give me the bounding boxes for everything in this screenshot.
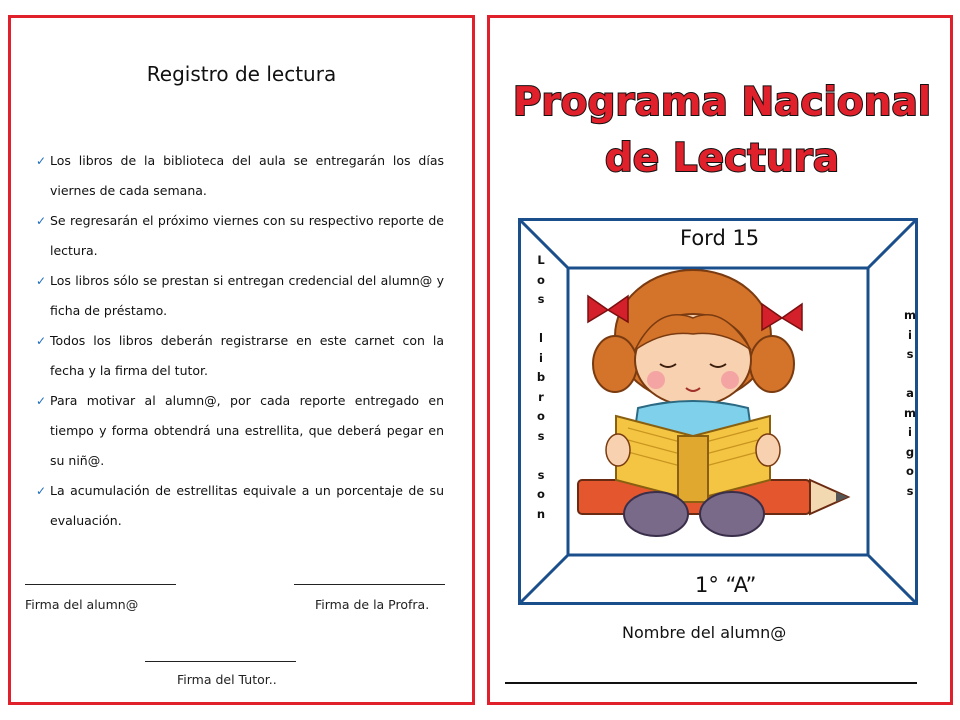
- vertical-letter: s: [537, 292, 545, 306]
- vertical-letter: n: [536, 506, 546, 521]
- rule-item: [36, 146, 444, 206]
- program-title-line1: Programa Nacional: [512, 80, 932, 125]
- rule-item: [36, 386, 444, 476]
- vertical-letter: s: [537, 467, 545, 482]
- rule-text: Se regresarán el próximo viernes con su respectivo reporte de lectura.: [50, 213, 444, 258]
- vertical-letter: b: [536, 370, 546, 384]
- school-name: Ford 15: [680, 226, 760, 250]
- vertical-phrase-left: [534, 251, 548, 524]
- tutor-signature-line: [145, 661, 296, 662]
- vertical-letter: o: [537, 272, 545, 287]
- rule-item: [36, 326, 444, 386]
- vertical-letter: [534, 446, 548, 466]
- rule-item: [36, 206, 444, 266]
- left-panel: [8, 15, 475, 705]
- grade-label: 1° “A”: [695, 573, 757, 597]
- vertical-letter: o: [537, 487, 545, 501]
- rule-text: Para motivar al alumn@, por cada reporte entregado en tiempo y forma obtendrá una estrellita, que deberá pegar en su niñ@.: [50, 393, 444, 468]
- tutor-signature-label: Firma del Tutor..: [177, 672, 277, 687]
- vertical-letter: [534, 310, 548, 330]
- vertical-letter: o: [537, 409, 545, 423]
- student-signature-line: [25, 584, 176, 585]
- vertical-letter: a: [906, 386, 914, 400]
- check-icon: ✓: [36, 334, 47, 348]
- rule-item: [36, 476, 444, 536]
- rules-list: [36, 146, 444, 536]
- vertical-letter: o: [906, 464, 914, 478]
- student-name-line: [505, 682, 917, 684]
- vertical-letter: s: [906, 483, 914, 498]
- check-icon: ✓: [36, 394, 47, 408]
- vertical-phrase-right: [903, 306, 917, 501]
- rule-text: Los libros de la biblioteca del aula se entregarán los días viernes de cada semana.: [50, 153, 444, 198]
- rule-item: [36, 266, 444, 326]
- vertical-letter: g: [905, 444, 915, 459]
- student-name-label: Nombre del alumn@: [622, 623, 787, 642]
- picture-frame: [518, 218, 918, 605]
- program-title: [490, 73, 950, 193]
- check-icon: ✓: [36, 274, 47, 288]
- vertical-letter: s: [537, 428, 545, 443]
- vertical-letter: m: [904, 405, 916, 420]
- vertical-letter: r: [538, 389, 544, 404]
- teacher-signature-label: Firma de la Profra.: [315, 597, 430, 612]
- vertical-letter: L: [537, 253, 545, 267]
- rule-text: Todos los libros deberán registrarse en este carnet con la fecha y la firma del tutor.: [50, 333, 444, 378]
- rule-text: La acumulación de estrellitas equivale a un porcentaje de su evaluación.: [50, 483, 444, 528]
- right-panel: [487, 15, 953, 705]
- check-icon: ✓: [36, 154, 47, 168]
- vertical-letter: l: [539, 331, 543, 345]
- vertical-letter: [903, 365, 917, 385]
- rule-text: Los libros sólo se prestan si entregan credencial del alumn@ y ficha de préstamo.: [50, 273, 444, 318]
- reading-log-title: Registro de lectura: [146, 62, 337, 86]
- check-icon: ✓: [36, 484, 47, 498]
- check-icon: ✓: [36, 214, 47, 228]
- vertical-letter: m: [904, 308, 916, 322]
- vertical-letter: i: [539, 350, 543, 365]
- student-signature-label: Firma del alumn@: [25, 597, 139, 612]
- vertical-letter: i: [908, 425, 912, 439]
- program-title-line2: de Lectura: [604, 136, 840, 181]
- vertical-letter: i: [908, 327, 912, 342]
- teacher-signature-line: [294, 584, 445, 585]
- vertical-letter: s: [906, 347, 914, 361]
